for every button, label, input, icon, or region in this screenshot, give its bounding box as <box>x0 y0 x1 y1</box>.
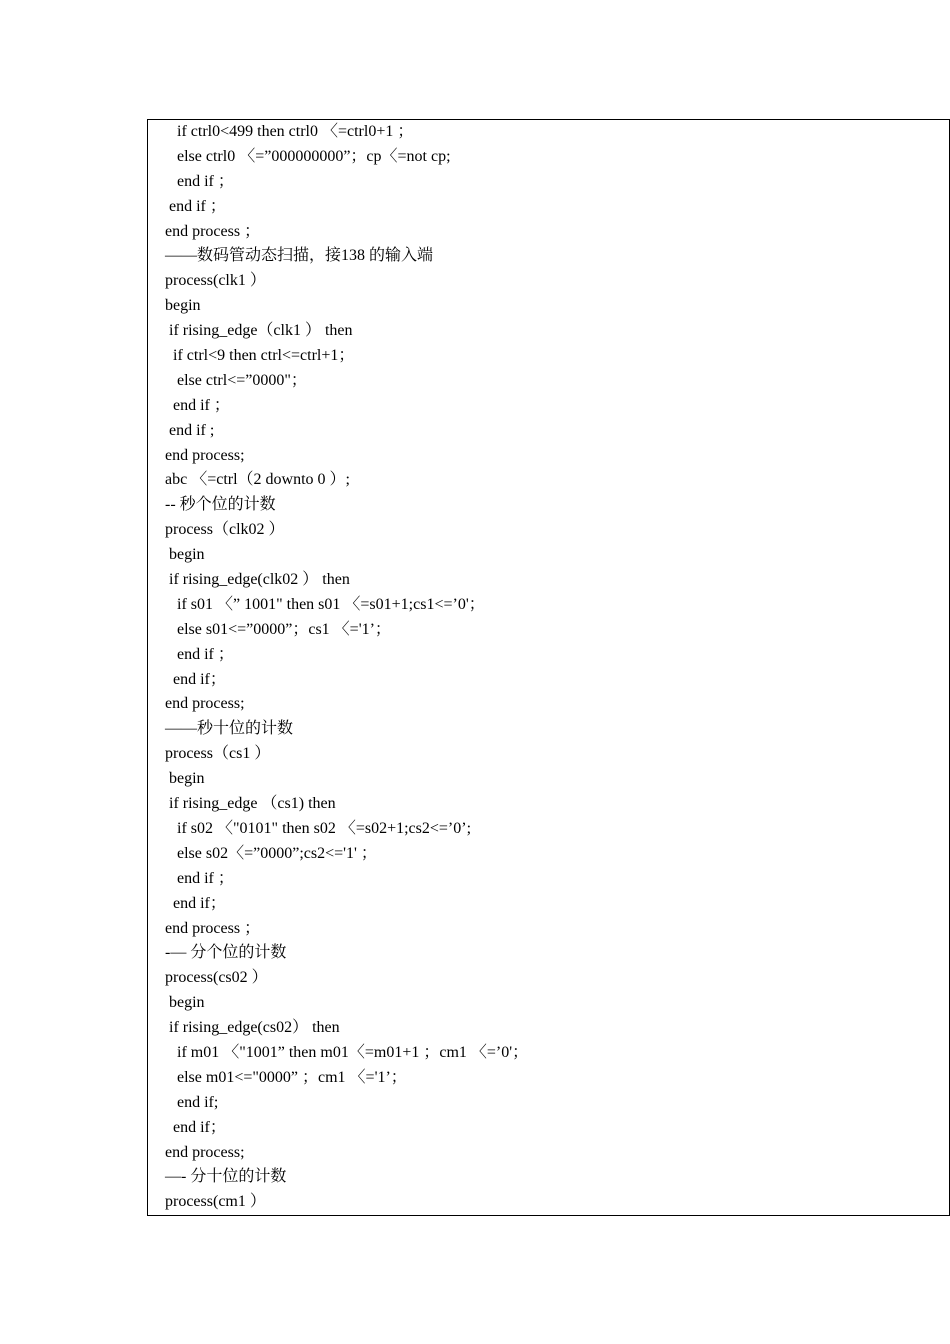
code-line: if rising_edge(cs02） then <box>169 1019 340 1037</box>
code-comment: -- 秒个位的计数 <box>165 496 276 514</box>
code-line: end process; <box>165 446 245 464</box>
code-line: else ctrl0 〈=”000000000”；cp〈=not cp; <box>177 147 451 165</box>
code-line: process（clk02 ） <box>165 521 285 539</box>
code-line: if rising_edge(clk02 ） then <box>169 571 350 589</box>
code-line: end if ; <box>169 421 215 439</box>
code-line: process(cs02 ） <box>165 969 268 987</box>
code-line: end if ； <box>177 869 234 887</box>
code-line: end process ； <box>165 919 261 937</box>
code-line: end process ； <box>165 222 261 240</box>
code-line: else m01<="0000” ；cm1 〈='1’； <box>177 1068 407 1086</box>
code-comment: ——秒十位的计数 <box>165 720 294 738</box>
code-line: end if ； <box>173 396 230 414</box>
code-line: end if ； <box>169 197 226 215</box>
code-comment: —- 分十位的计数 <box>165 1168 287 1186</box>
code-line: end if ； <box>177 172 234 190</box>
code-line: end if; <box>177 1093 219 1111</box>
code-line: end process; <box>165 695 245 713</box>
code-line: begin <box>165 297 201 315</box>
vhdl-code-listing <box>165 119 528 1214</box>
code-comment: -— 分个位的计数 <box>165 944 287 962</box>
code-line: end if； <box>173 1118 226 1136</box>
code-line: abc 〈=ctrl（2 downto 0 ）; <box>165 471 350 489</box>
code-line: process(cm1 ） <box>165 1193 266 1211</box>
code-line: if rising_edge （cs1) then <box>169 795 336 813</box>
code-line: if s01 〈” 1001" then s01 〈=s01+1;cs1<=’0'； <box>177 595 485 613</box>
code-line: begin <box>169 770 205 788</box>
code-line: end if； <box>173 894 226 912</box>
code-line: begin <box>169 994 205 1012</box>
code-line: else ctrl<=”0000"； <box>177 371 307 389</box>
code-line: if ctrl<9 then ctrl<=ctrl+1； <box>173 347 355 365</box>
code-line: process（cs1 ） <box>165 745 271 763</box>
code-line: process(clk1 ） <box>165 272 266 290</box>
code-comment: ——数码管动态扫描，接138 的输入端 <box>165 247 434 265</box>
code-line: begin <box>169 546 205 564</box>
code-line: end process; <box>165 1143 245 1161</box>
code-line: if s02 〈"0101" then s02 〈=s02+1;cs2<=’0’; <box>177 819 472 837</box>
code-line: if m01 〈"1001” then m01〈=m01+1 ；cm1 〈=’0'； <box>177 1043 529 1061</box>
code-line: if ctrl0<499 then ctrl0 〈=ctrl0+1 ； <box>177 123 414 140</box>
code-line: end if ； <box>177 645 234 663</box>
code-line: if rising_edge（clk1 ） then <box>169 322 353 340</box>
code-line: else s01<=”0000”；cs1 〈='1’； <box>177 620 391 638</box>
code-line: end if； <box>173 670 226 688</box>
code-line: else s02〈=”0000”;cs2<='1' ； <box>177 844 377 862</box>
